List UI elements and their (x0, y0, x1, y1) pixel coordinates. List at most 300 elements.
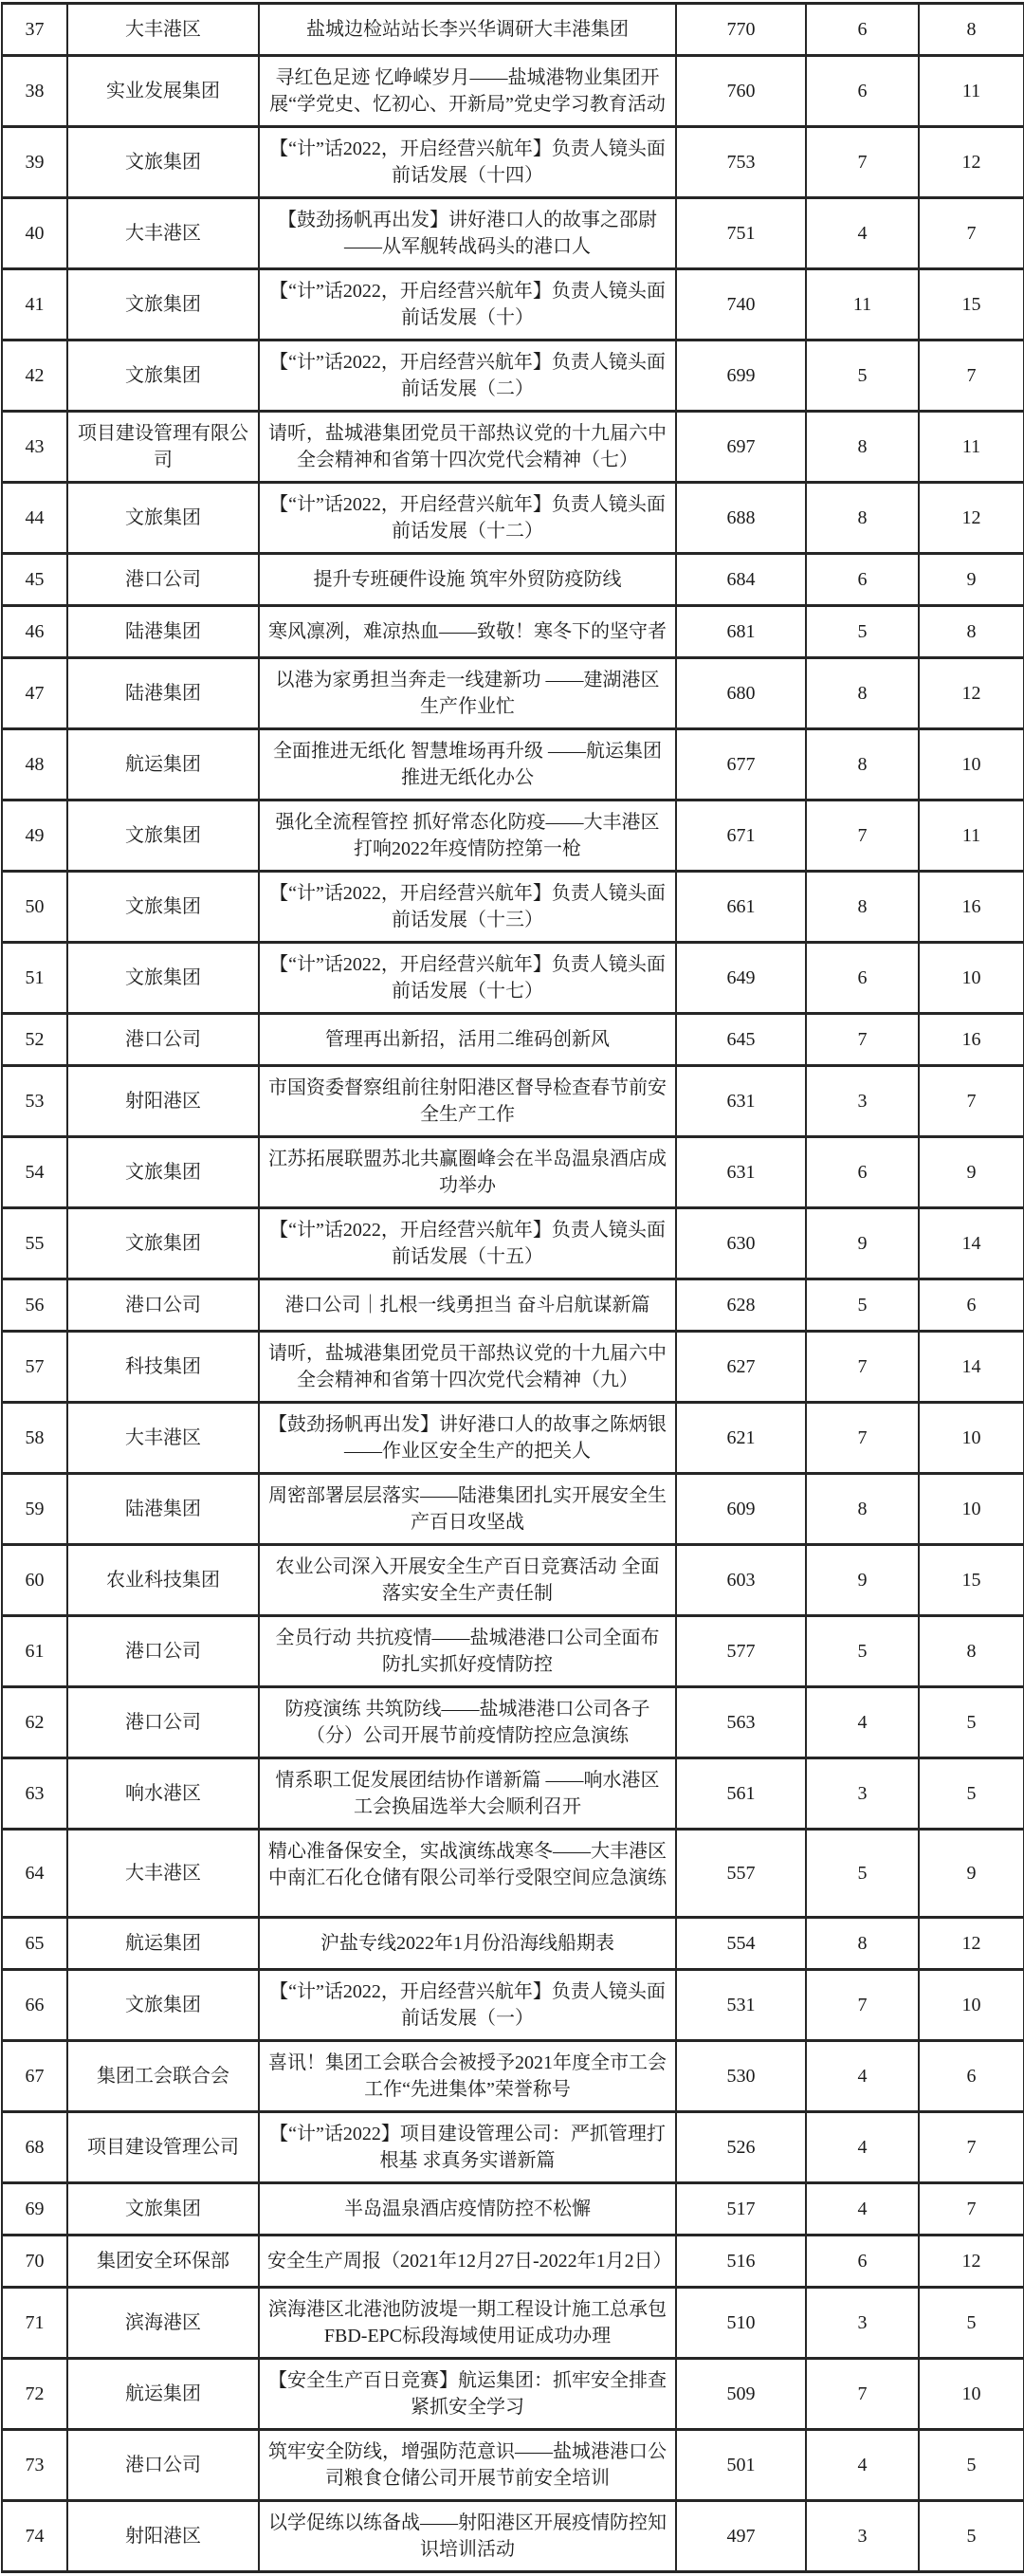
cell-text: 5 (966, 1783, 977, 1804)
metric-c-cell (919, 1616, 1024, 1687)
metric-c-cell (919, 658, 1024, 729)
metric-c-cell (919, 2501, 1024, 2572)
metric-b-cell (806, 1279, 919, 1332)
metric-b-cell (806, 800, 919, 872)
cell-text: 4 (857, 2455, 868, 2475)
article-title-cell (259, 269, 676, 340)
cell-text: 681 (726, 621, 756, 642)
row-number-cell (2, 658, 67, 729)
metric-a-cell (676, 729, 806, 800)
cell-text: 以港为家勇担当奔走一线建新功 ——建湖港区生产作业忙 (275, 670, 660, 717)
cell-text: 10 (961, 754, 981, 775)
cell-text: 70 (25, 2251, 45, 2272)
table-row (2, 2041, 1024, 2112)
department-cell (67, 606, 259, 658)
metric-b-cell (806, 1616, 919, 1687)
metric-c-cell (919, 1545, 1024, 1616)
row-number-cell (2, 1279, 67, 1332)
cell-text: 江苏拓展联盟苏北共赢圈峰会在半岛温泉酒店成功举办 (268, 1149, 667, 1196)
cell-text: 喜讯！集团工会联合会被授予2021年度全市工会工作“先进集体”荣誉称号 (268, 2052, 667, 2100)
cell-text: 7 (966, 1091, 977, 1112)
metric-a-cell (676, 800, 806, 872)
metric-b-cell (806, 554, 919, 606)
cell-text: 54 (25, 1162, 45, 1183)
article-title-cell (259, 658, 676, 729)
metric-a-cell (676, 606, 806, 658)
metric-a-cell (676, 1970, 806, 2041)
metric-a-cell (676, 872, 806, 943)
cell-text: 11 (852, 294, 872, 315)
cell-text: 大丰港区 (125, 1863, 201, 1884)
cell-text: 15 (961, 294, 981, 315)
metric-b-cell (806, 1918, 919, 1970)
cell-text: 大丰港区 (125, 223, 201, 244)
cell-text: 631 (726, 1091, 756, 1112)
cell-text: 8 (857, 436, 868, 457)
metric-a-cell (676, 4, 806, 56)
cell-text: 大丰港区 (125, 1427, 201, 1448)
department-cell (67, 269, 259, 340)
table-row (2, 1545, 1024, 1616)
cell-text: 9 (857, 1233, 868, 1254)
cell-text: 52 (25, 1029, 45, 1050)
article-title-cell (259, 729, 676, 800)
metric-c-cell (919, 1474, 1024, 1545)
row-number-cell (2, 4, 67, 56)
metric-a-cell (676, 1332, 806, 1403)
cell-text: 7 (857, 152, 868, 173)
metric-b-cell (806, 2112, 919, 2183)
cell-text: 文旅集团 (125, 1162, 201, 1183)
cell-text: 530 (726, 2066, 756, 2087)
department-cell (67, 1918, 259, 1970)
table-row (2, 483, 1024, 554)
cell-text: 50 (25, 896, 45, 917)
metric-b-cell (806, 2041, 919, 2112)
metric-c-cell (919, 1014, 1024, 1066)
department-cell (67, 2288, 259, 2359)
table-row (2, 2288, 1024, 2359)
cell-text: 陆港集团 (125, 1499, 201, 1519)
metric-c-cell (919, 2183, 1024, 2236)
cell-text: 4 (857, 1712, 868, 1733)
cell-text: 【“计”话2022，开启经营兴航年】负责人镜头面前话发展（二） (269, 352, 666, 399)
metric-a-cell (676, 2430, 806, 2501)
cell-text: 筑牢安全防线，增强防范意识——盐城港港口公司粮食仓储公司开展节前安全培训 (268, 2441, 667, 2489)
cell-text: 661 (726, 896, 756, 917)
cell-text: 农业科技集团 (106, 1570, 220, 1591)
cell-text: 【“计”话2022，开启经营兴航年】负责人镜头面前话发展（十四） (269, 138, 666, 186)
metric-b-cell (806, 1545, 919, 1616)
cell-text: 以学促练以练备战——射阳港区开展疫情防控知识培训活动 (268, 2512, 667, 2560)
cell-text: 集团安全环保部 (97, 2251, 229, 2272)
cell-text: 609 (726, 1499, 756, 1519)
cell-text: 航运集团 (125, 754, 201, 775)
cell-text: 射阳港区 (125, 2526, 201, 2547)
metric-a-cell (676, 2359, 806, 2430)
metric-c-cell (919, 127, 1024, 198)
table-row (2, 1332, 1024, 1403)
table-row (2, 4, 1024, 56)
row-number-cell (2, 800, 67, 872)
cell-text: 文旅集团 (125, 507, 201, 528)
article-title-cell (259, 1066, 676, 1137)
metric-b-cell (806, 1066, 919, 1137)
article-title-cell (259, 2041, 676, 2112)
table-row (2, 198, 1024, 269)
cell-text: 677 (726, 754, 756, 775)
cell-text: 陆港集团 (125, 621, 201, 642)
department-cell (67, 1403, 259, 1474)
cell-text: 【安全生产百日竞赛】航运集团：抓牢安全排查紧抓安全学习 (268, 2370, 667, 2418)
table-row (2, 554, 1024, 606)
cell-text: 5 (857, 1641, 868, 1662)
cell-text: 7 (857, 1356, 868, 1377)
cell-text: 6 (857, 1162, 868, 1183)
row-number-cell (2, 1332, 67, 1403)
cell-text: 文旅集团 (125, 1995, 201, 2015)
row-number-cell (2, 2359, 67, 2430)
department-cell (67, 1279, 259, 1332)
cell-text: 509 (726, 2383, 756, 2404)
metric-a-cell (676, 2183, 806, 2236)
metric-b-cell (806, 340, 919, 412)
cell-text: 6 (857, 569, 868, 590)
department-cell (67, 1616, 259, 1687)
cell-text: 10 (961, 967, 981, 988)
metric-a-cell (676, 198, 806, 269)
cell-text: 501 (726, 2455, 756, 2475)
cell-text: 港口公司 (125, 1029, 201, 1050)
cell-text: 40 (25, 223, 45, 244)
row-number-cell (2, 943, 67, 1014)
cell-text: 64 (25, 1863, 45, 1884)
table-row (2, 1758, 1024, 1830)
cell-text: 697 (726, 436, 756, 457)
metric-c-cell (919, 2288, 1024, 2359)
cell-text: 滨海港区 (125, 2312, 201, 2333)
cell-text: 7 (966, 2137, 977, 2158)
article-title-cell (259, 2501, 676, 2572)
article-title-cell (259, 340, 676, 412)
cell-text: 盐城边检站站长李兴华调研大丰港集团 (306, 19, 629, 40)
cell-text: 4 (857, 2137, 868, 2158)
row-number-cell (2, 1208, 67, 1279)
metric-a-cell (676, 340, 806, 412)
cell-text: 8 (857, 1499, 868, 1519)
department-cell (67, 2430, 259, 2501)
article-title-cell (259, 1137, 676, 1208)
department-cell (67, 1830, 259, 1918)
cell-text: 631 (726, 1162, 756, 1183)
row-number-cell (2, 412, 67, 483)
table-row (2, 1474, 1024, 1545)
metric-c-cell (919, 1066, 1024, 1137)
table-row (2, 1208, 1024, 1279)
cell-text: 管理再出新招，活用二维码创新风 (325, 1029, 610, 1050)
cell-text: 9 (966, 1863, 977, 1884)
department-cell (67, 2041, 259, 2112)
department-cell (67, 2112, 259, 2183)
department-cell (67, 1970, 259, 2041)
cell-text: 文旅集团 (125, 152, 201, 173)
cell-text: 770 (726, 19, 756, 40)
cell-text: 8 (857, 896, 868, 917)
article-title-cell (259, 198, 676, 269)
cell-text: 港口公司 (125, 1295, 201, 1316)
department-cell (67, 56, 259, 127)
cell-text: 全员行动 共抗疫情——盐城港港口公司全面布防扎实抓好疫情防控 (275, 1628, 660, 1675)
cell-text: 16 (961, 1029, 981, 1050)
cell-text: 671 (726, 825, 756, 846)
metric-a-cell (676, 943, 806, 1014)
cell-text: 3 (857, 1783, 868, 1804)
article-title-cell (259, 2112, 676, 2183)
table-row (2, 2430, 1024, 2501)
metric-a-cell (676, 2288, 806, 2359)
department-cell (67, 1758, 259, 1830)
row-number-cell (2, 1970, 67, 2041)
metric-c-cell (919, 340, 1024, 412)
metric-c-cell (919, 729, 1024, 800)
row-number-cell (2, 1830, 67, 1918)
article-title-cell (259, 2430, 676, 2501)
cell-text: 文旅集团 (125, 1233, 201, 1254)
article-title-cell (259, 800, 676, 872)
cell-text: 请听，盐城港集团党员干部热议党的十九届六中全会精神和省第十四次党代会精神（七） (268, 423, 667, 470)
article-title-cell (259, 1474, 676, 1545)
metric-b-cell (806, 269, 919, 340)
cell-text: 6 (857, 2251, 868, 2272)
cell-text: 14 (961, 1356, 981, 1377)
metric-b-cell (806, 2183, 919, 2236)
cell-text: 3 (857, 2312, 868, 2333)
metric-a-cell (676, 658, 806, 729)
row-number-cell (2, 56, 67, 127)
metric-a-cell (676, 1279, 806, 1332)
metric-a-cell (676, 56, 806, 127)
cell-text: 5 (966, 2312, 977, 2333)
metric-b-cell (806, 2430, 919, 2501)
cell-text: 8 (857, 754, 868, 775)
cell-text: 大丰港区 (125, 19, 201, 40)
cell-text: 提升专班硬件设施 筑牢外贸防疫防线 (313, 569, 622, 590)
cell-text: 情系职工促发展团结协作谱新篇 ——响水港区工会换届选举大会顺利召开 (275, 1770, 660, 1817)
cell-text: 628 (726, 1295, 756, 1316)
table-row (2, 606, 1024, 658)
cell-text: 649 (726, 967, 756, 988)
row-number-cell (2, 483, 67, 554)
article-title-cell (259, 56, 676, 127)
cell-text: 9 (966, 569, 977, 590)
cell-text: 文旅集团 (125, 896, 201, 917)
table-row (2, 2236, 1024, 2288)
department-cell (67, 872, 259, 943)
cell-text: 5 (966, 1712, 977, 1733)
cell-text: 文旅集团 (125, 2199, 201, 2219)
department-cell (67, 554, 259, 606)
row-number-cell (2, 1758, 67, 1830)
metric-a-cell (676, 412, 806, 483)
metric-b-cell (806, 658, 919, 729)
table-row (2, 800, 1024, 872)
cell-text: 7 (966, 2199, 977, 2219)
metric-b-cell (806, 1830, 919, 1918)
metric-b-cell (806, 483, 919, 554)
cell-text: 寒风凛冽，难凉热血——致敬！寒冬下的坚守者 (268, 621, 667, 642)
row-number-cell (2, 2041, 67, 2112)
metric-a-cell (676, 1066, 806, 1137)
metric-c-cell (919, 198, 1024, 269)
cell-text: 6 (966, 1295, 977, 1316)
cell-text: 74 (25, 2526, 45, 2547)
cell-text: 69 (25, 2199, 45, 2219)
metric-c-cell (919, 606, 1024, 658)
cell-text: 557 (726, 1863, 756, 1884)
cell-text: 【“计”话2022】项目建设管理公司：严抓管理打根基 求真务实谱新篇 (269, 2124, 666, 2171)
metric-a-cell (676, 2041, 806, 2112)
article-title-cell (259, 554, 676, 606)
cell-text: 55 (25, 1233, 45, 1254)
cell-text: 48 (25, 754, 45, 775)
cell-text: 49 (25, 825, 45, 846)
cell-text: 61 (25, 1641, 45, 1662)
cell-text: 627 (726, 1356, 756, 1377)
cell-text: 47 (25, 683, 45, 704)
cell-text: 7 (857, 1995, 868, 2015)
cell-text: 563 (726, 1712, 756, 1733)
cell-text: 陆港集团 (125, 683, 201, 704)
metric-b-cell (806, 1137, 919, 1208)
cell-text: 67 (25, 2066, 45, 2087)
department-cell (67, 4, 259, 56)
metric-c-cell (919, 1403, 1024, 1474)
cell-text: 62 (25, 1712, 45, 1733)
row-number-cell (2, 198, 67, 269)
cell-text: 8 (857, 683, 868, 704)
metric-c-cell (919, 1830, 1024, 1918)
cell-text: 37 (25, 19, 45, 40)
cell-text: 11 (961, 81, 981, 101)
metric-c-cell (919, 1332, 1024, 1403)
row-number-cell (2, 269, 67, 340)
metric-b-cell (806, 1403, 919, 1474)
table-row (2, 340, 1024, 412)
cell-text: 【鼓劲扬帆再出发】讲好港口人的故事之陈炳银——作业区安全生产的把关人 (268, 1414, 667, 1462)
cell-text: 66 (25, 1995, 45, 2015)
department-cell (67, 1687, 259, 1758)
cell-text: 文旅集团 (125, 294, 201, 315)
cell-text: 645 (726, 1029, 756, 1050)
table-row (2, 2359, 1024, 2430)
article-title-cell (259, 1970, 676, 2041)
department-cell (67, 2359, 259, 2430)
metric-a-cell (676, 127, 806, 198)
cell-text: 688 (726, 507, 756, 528)
row-number-cell (2, 1137, 67, 1208)
cell-text: 684 (726, 569, 756, 590)
table-row (2, 127, 1024, 198)
cell-text: 10 (961, 1499, 981, 1519)
cell-text: 12 (961, 1933, 981, 1954)
cell-text: 安全生产周报（2021年12月27日-2022年1月2日） (267, 2251, 672, 2272)
cell-text: 【“计”话2022，开启经营兴航年】负责人镜头面前话发展（十七） (269, 954, 666, 1002)
row-number-cell (2, 2236, 67, 2288)
metric-c-cell (919, 56, 1024, 127)
table-row (2, 1970, 1024, 2041)
metric-b-cell (806, 1332, 919, 1403)
cell-text: 526 (726, 2137, 756, 2158)
cell-text: 港口公司｜扎根一线勇担当 奋斗启航谋新篇 (284, 1295, 650, 1316)
table-row (2, 2183, 1024, 2236)
metric-b-cell (806, 1208, 919, 1279)
metric-b-cell (806, 2288, 919, 2359)
metric-b-cell (806, 1687, 919, 1758)
metric-c-cell (919, 1208, 1024, 1279)
cell-text: 14 (961, 1233, 981, 1254)
department-cell (67, 943, 259, 1014)
table-row (2, 1687, 1024, 1758)
cell-text: 39 (25, 152, 45, 173)
metric-c-cell (919, 1918, 1024, 1970)
cell-text: 63 (25, 1783, 45, 1804)
cell-text: 9 (857, 1570, 868, 1591)
cell-text: 760 (726, 81, 756, 101)
cell-text: 11 (961, 825, 981, 846)
cell-text: 497 (726, 2526, 756, 2547)
metric-b-cell (806, 943, 919, 1014)
cell-text: 53 (25, 1091, 45, 1112)
department-cell (67, 1208, 259, 1279)
metric-c-cell (919, 483, 1024, 554)
metric-c-cell (919, 4, 1024, 56)
cell-text: 6 (857, 19, 868, 40)
article-title-cell (259, 1545, 676, 1616)
cell-text: 60 (25, 1570, 45, 1591)
cell-text: 751 (726, 223, 756, 244)
cell-text: 港口公司 (125, 569, 201, 590)
cell-text: 8 (966, 1641, 977, 1662)
department-cell (67, 340, 259, 412)
cell-text: 699 (726, 365, 756, 386)
cell-text: 10 (961, 1427, 981, 1448)
row-number-cell (2, 1066, 67, 1137)
metric-c-cell (919, 872, 1024, 943)
cell-text: 7 (857, 1029, 868, 1050)
cell-text: 防疫演练 共筑防线——盐城港港口公司各子（分）公司开展节前疫情防控应急演练 (284, 1699, 650, 1746)
cell-text: 56 (25, 1295, 45, 1316)
cell-text: 实业发展集团 (106, 81, 220, 101)
cell-text: 51 (25, 967, 45, 988)
article-title-cell (259, 2236, 676, 2288)
row-number-cell (2, 1687, 67, 1758)
table-row (2, 729, 1024, 800)
article-title-cell (259, 606, 676, 658)
row-number-cell (2, 1918, 67, 1970)
metric-c-cell (919, 2236, 1024, 2288)
metric-b-cell (806, 412, 919, 483)
cell-text: 71 (25, 2312, 45, 2333)
metric-a-cell (676, 1403, 806, 1474)
cell-text: 8 (966, 621, 977, 642)
cell-text: 740 (726, 294, 756, 315)
cell-text: 12 (961, 507, 981, 528)
table-row (2, 658, 1024, 729)
metric-b-cell (806, 1758, 919, 1830)
table-row (2, 412, 1024, 483)
metric-a-cell (676, 1830, 806, 1918)
cell-text: 港口公司 (125, 2455, 201, 2475)
